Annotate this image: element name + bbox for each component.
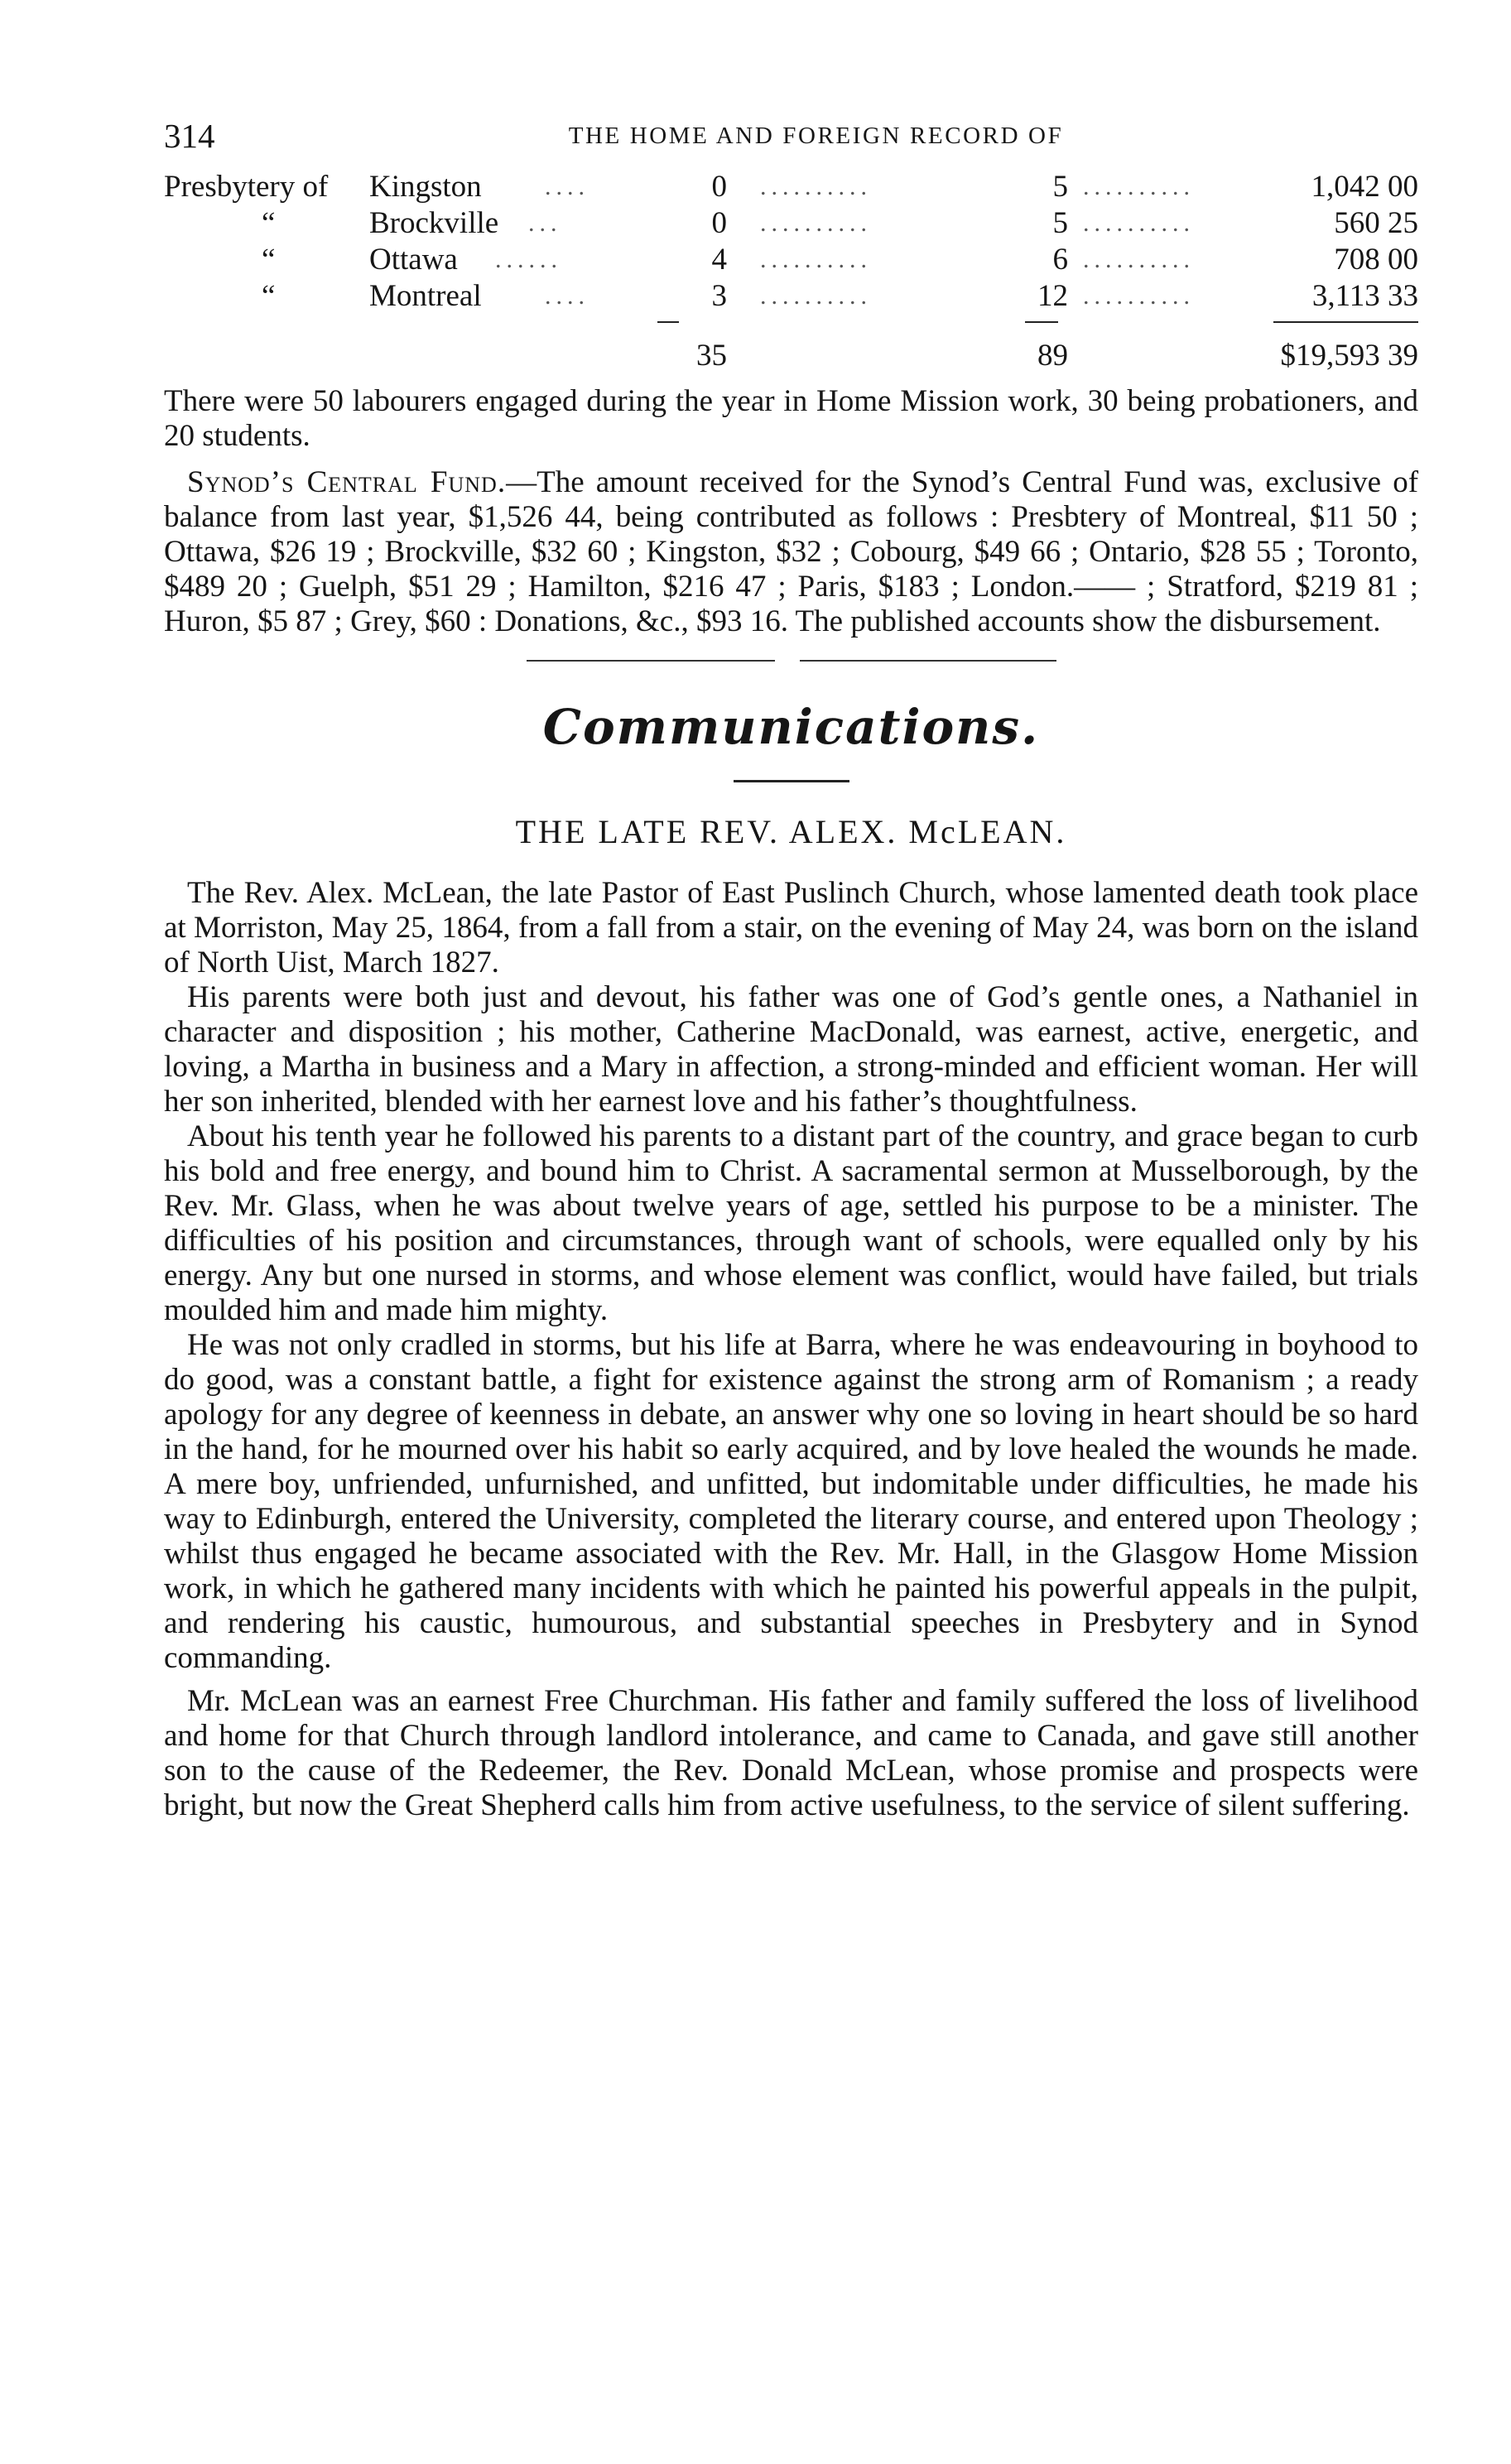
row-name: Montreal: [369, 279, 482, 313]
table-row: [164, 278, 1418, 315]
page: [164, 116, 1418, 1823]
sum-rule: [1025, 321, 1058, 323]
ditto-mark: “: [262, 243, 276, 277]
row-col-b: 5: [1052, 170, 1068, 204]
total-col-c: $19,593 39: [1280, 339, 1418, 373]
article-paragraph: His parents were both just and devout, his father was one of God’s gentle ones, a Nathaniel in character and disposition ; his mother, Catherine MacDonald, was earnest, active, energetic, and loving, a Martha in business and a Mary in affection, a strong-minded and efficient woman. Her will her son inherited, blended with her earnest love and his father’s thoughtfulness.: [164, 980, 1418, 1119]
article-title: THE LATE REV. ALEX. McLEAN.: [515, 813, 1067, 850]
leader-dots: ......: [495, 246, 562, 273]
article-body: [164, 876, 1418, 1823]
total-col-b: 89: [1037, 339, 1068, 373]
leader-dots: ..........: [1083, 282, 1195, 310]
row-col-a: 4: [711, 243, 727, 277]
row-col-b: 5: [1052, 206, 1068, 240]
section-title: Communications.: [542, 699, 1040, 755]
row-col-a: 0: [711, 170, 727, 204]
leader-dots: ..........: [1083, 209, 1195, 237]
row-col-c: 1,042 00: [1311, 170, 1418, 204]
table-row: [164, 205, 1418, 242]
sum-rule: [1273, 321, 1418, 323]
running-title: THE HOME AND FOREIGN RECORD OF: [568, 123, 1064, 149]
row-col-a: 3: [711, 279, 727, 313]
row-col-c: 3,113 33: [1311, 279, 1418, 313]
row-name: Kingston: [369, 170, 482, 204]
home-mission-table: [164, 169, 1418, 331]
labourers-paragraph: There were 50 labourers engaged during the year in Home Mission work, 30 being probationers, and 20 students.: [164, 384, 1418, 453]
article-paragraph: About his tenth year he followed his parents to a distant part of the country, and grace began to curb his bold and free energy, and bound him to Christ. A sacramental sermon at Musselborough, by the Rev. Mr. Glass, when he was about twelve years of age, settled his purpose to be a minister. The difficulties of his position and circumstances, through want of schools, were equalled only by his energy. Any but one nursed in storms, and whose element was conflict, would have failed, but trials moulded him and made him mighty.: [164, 1119, 1418, 1327]
row-name: Brockville: [369, 206, 499, 240]
table-row: [164, 169, 1418, 205]
title-rule: [734, 780, 849, 782]
central-fund-paragraph: [164, 465, 1418, 639]
ditto-mark: “: [262, 279, 276, 313]
row-col-a: 0: [711, 206, 727, 240]
ditto-mark: “: [262, 206, 276, 240]
sum-rule: [657, 321, 679, 323]
leader-dots: ..........: [760, 209, 872, 237]
central-fund-text: —The amount received for the Synod’s Central Fund was, exclusive of balance from last year, $1,526 44, being contributed as follows : Presbtery of Montreal, $11 50 ; Ottawa, $26 19 ; Brockville, $32 60 ; Kingston, $32 ; Cobourg, $49 66 ; Ontario, $28 55 ; Toronto, $489 20 ; Guelph, $51 29 ; Hamilton, $216 47 ; Paris, $183 ; London.—— ; Stratford, $219 81 ; Huron, $5 87 ; Grey, $60 : Donations, &c., $93 16. The published accounts show the disbursement.: [164, 465, 1419, 638]
central-fund-heading: Synod’s Central Fund.: [187, 465, 507, 499]
table-row: [164, 338, 1418, 374]
row-col-c: 708 00: [1334, 243, 1418, 277]
page-header: [164, 116, 1418, 162]
section-divider: [527, 657, 1056, 666]
leader-dots: ..........: [1083, 246, 1195, 273]
page-number: 314: [164, 117, 215, 155]
row-col-b: 6: [1052, 243, 1068, 277]
leader-dots: ..........: [760, 173, 872, 200]
article-paragraph: The Rev. Alex. McLean, the late Pastor of East Puslinch Church, whose lamented death took place at Morriston, May 25, 1864, from a fall from a stair, on the evening of May 24, was born on the island of North Uist, March 1827.: [164, 876, 1418, 979]
article-paragraph: He was not only cradled in storms, but his life at Barra, where he was endeavouring in boyhood to do good, was a constant battle, a fight for existence against the strong arm of Romanism ; a ready apology for any degree of keenness in debate, an answer why one so loving in heart should be so hard in the hand, for he mourned over his habit so early acquired, and by love healed the wounds he made. A mere boy, unfriended, unfurnished, and unfitted, but indomitable under difficulties, he made his way to Edinburgh, entered the University, completed the literary course, and entered upon Theology ; whilst thus engaged he became associated with the Rev. Mr. Hall, in the Glasgow Home Mission work, in which he gathered many incidents with which he painted his powerful appeals in the pulpit, and rendering his caustic, humourous, and substantial speeches in Presbytery and in Synod commanding.: [164, 1328, 1418, 1675]
row-col-b: 12: [1037, 279, 1068, 313]
leader-dots: ..........: [760, 246, 872, 273]
article-paragraph: Mr. McLean was an earnest Free Churchman. His father and family suffered the loss of livelihood and home for that Church through landlord intolerance, and came to Canada, and gave still another son to the cause of the Redeemer, the Rev. Donald McLean, whose promise and prospects were bright, but now the Great Shepherd calls him from active usefulness, to the service of silent suffering.: [164, 1684, 1418, 1822]
table-row: [164, 242, 1418, 278]
leader-dots: ...: [528, 209, 562, 237]
row-label: Presbytery of: [164, 170, 329, 204]
row-name: Ottawa: [369, 243, 458, 277]
leader-dots: ....: [545, 282, 589, 310]
totals-row: [164, 338, 1418, 384]
total-col-a: 35: [696, 339, 727, 373]
leader-dots: ..........: [760, 282, 872, 310]
leader-dots: ..........: [1083, 173, 1195, 200]
row-col-c: 560 25: [1334, 206, 1418, 240]
leader-dots: ....: [545, 173, 589, 200]
